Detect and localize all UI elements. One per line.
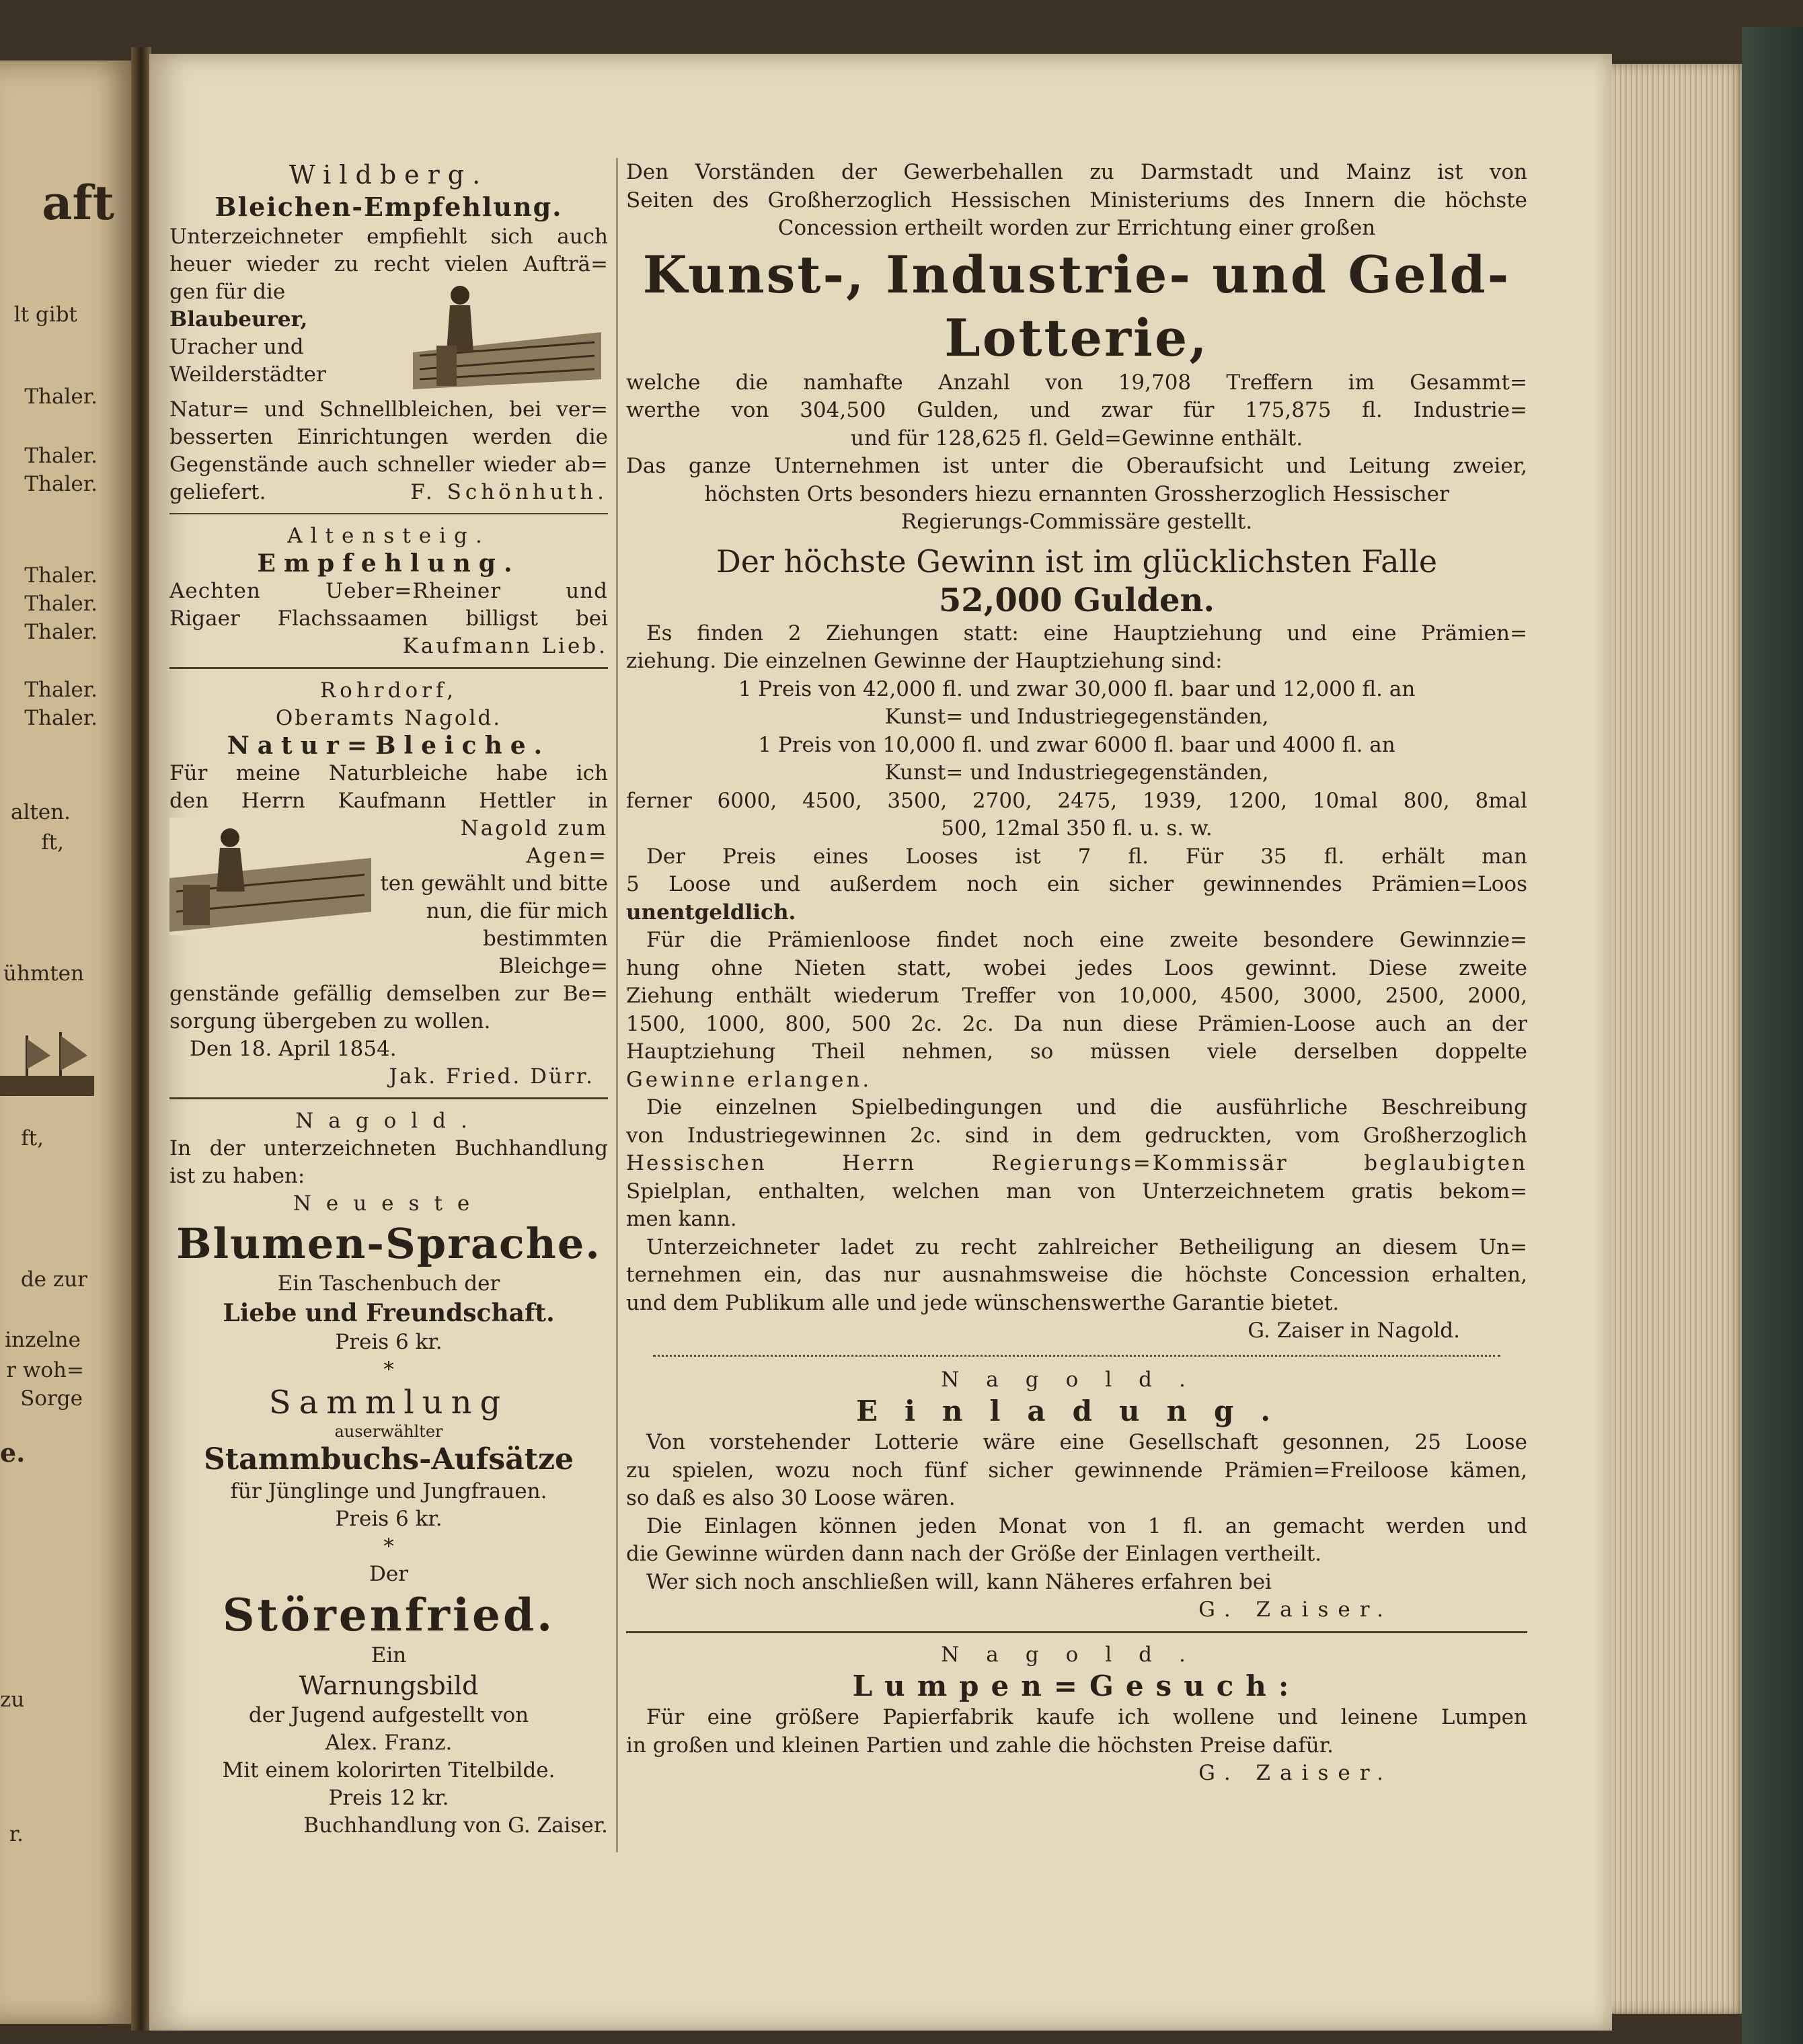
left-fragment: Thaler. (24, 706, 98, 730)
ad-nagold-books (169, 1107, 608, 1840)
text-line: von Industriegewinnen 2c. sind in dem gedruckten, vom Großherzoglich (626, 1123, 1527, 1148)
ad-einladung (626, 1366, 1527, 1624)
text-line: Spielplan, enthalten, welchen man von Unterzeichnetem gratis bekom= (626, 1179, 1527, 1204)
place-heading: Nagold. (295, 1109, 482, 1133)
lottery-title: Kunst-, Industrie- und Geld- (642, 244, 1511, 305)
signature: Jak. Fried. Dürr. (389, 1064, 594, 1089)
text-line: Hessischen Herrn Regierungs=Kommissär beglaubigten (626, 1151, 1527, 1175)
text-line: Der Preis eines Looses ist 7 fl. Für 35 fl. erhält man (646, 844, 1527, 869)
prize-amount: 52,000 Gulden. (938, 581, 1215, 619)
ad-heading: Bleichen-Empfehlung. (215, 192, 563, 222)
text-line: Blaubeurer, (169, 307, 308, 331)
text-line: Natur= und Schnellbleichen, bei ver= (169, 397, 608, 422)
left-fragment: de zur (20, 1267, 87, 1292)
text-line: Alex. Franz. (325, 1731, 453, 1755)
left-fragment: zu (0, 1688, 25, 1712)
text-line: Den Vorständen der Gewerbehallen zu Darmstadt und Mainz ist von (626, 160, 1527, 184)
text-line: nun, die für mich (426, 899, 608, 923)
text-line: Ein Taschenbuch der (277, 1271, 500, 1296)
separator (653, 1355, 1500, 1357)
text-line: Der (369, 1562, 409, 1586)
text-line: Aechten Ueber=Rheiner und (169, 579, 608, 603)
text-line: so daß es also 30 Loose wären. (626, 1486, 956, 1510)
text-line: werthe von 304,500 Gulden, und zwar für 175,875 fl. Industrie= (626, 398, 1527, 422)
column-divider (616, 158, 618, 1852)
text-line: Kunst= und Industriegegenständen, (884, 760, 1269, 785)
text-line: Gegenstände auch schneller wieder ab= (169, 453, 608, 477)
prize-line: Der höchste Gewinn ist im glücklichsten Falle (716, 543, 1438, 580)
text-line: Ein (371, 1643, 407, 1667)
left-fragment: aft (42, 175, 114, 231)
text-line: der Jugend aufgestellt von (248, 1703, 529, 1727)
left-fragment: Thaler. (24, 620, 98, 644)
ad-heading: Einladung. (855, 1394, 1298, 1427)
page-edges (1602, 64, 1747, 2014)
left-fragment: ft, (41, 830, 64, 855)
right-column (626, 159, 1527, 1853)
left-fragment: Thaler. (24, 592, 98, 616)
text-line: Rigaer Flachssaamen billigst bei (169, 606, 608, 631)
text-line: Hauptziehung Theil nehmen, so müssen viele derselben doppelte (626, 1039, 1527, 1064)
text-line: Neueste (293, 1191, 485, 1216)
text-line: In der unterzeichneten Buchhandlung (169, 1136, 608, 1161)
signature: G. Zaiser in Nagold. (1248, 1319, 1460, 1343)
left-fragment: lt gibt (13, 303, 77, 327)
ad-heading: Empfehlung. (257, 549, 521, 578)
place-heading: Nagold. (941, 1642, 1213, 1667)
ad-heading: Natur=Bleiche. (227, 732, 551, 760)
ad-lottery (626, 159, 1527, 1345)
text-line: 1 Preis von 10,000 fl. und zwar 6000 fl. baar und 4000 fl. an (758, 732, 1395, 757)
left-fragment: ühmten (3, 961, 84, 986)
text-line: sorgung übergeben zu wollen. (169, 1009, 491, 1033)
date: Den 18. April 1854. (190, 1037, 397, 1061)
text-line: Wer sich noch anschließen will, kann Näheres erfahren bei (646, 1569, 1272, 1594)
text-line: Für eine größere Papierfabrik kaufe ich wollene und leinene Lumpen (646, 1705, 1527, 1729)
left-fragment: Thaler. (24, 563, 98, 588)
text-line: genstände gefällig demselben zur Be= (169, 982, 608, 1006)
text-line: auserwählter (334, 1422, 443, 1441)
text-line: die Gewinne würden dann nach der Größe der Einlagen vertheilt. (626, 1542, 1322, 1566)
book-title: Stammbuchs-Aufsätze (204, 1442, 574, 1477)
text-line: Kunst= und Industriegegenständen, (884, 705, 1269, 729)
text-line: Die einzelnen Spielbedingungen und die ausführliche Beschreibung (646, 1095, 1527, 1119)
text-line: 1500, 1000, 800, 500 2c. 2c. Da nun diese Prämien-Loose auch an der (626, 1011, 1527, 1036)
left-fragment: Thaler. (24, 472, 98, 496)
text-line: Von vorstehender Lotterie wäre eine Gesellschaft gesonnen, 25 Loose (646, 1430, 1527, 1454)
bleaching-illustration (169, 818, 371, 935)
separator (169, 1097, 608, 1099)
separator (169, 667, 608, 669)
text-line: in großen und kleinen Partien und zahle die höchsten Preise dafür. (626, 1733, 1334, 1758)
book-gutter (131, 47, 151, 2031)
text-line: bestimmten Bleichge= (482, 927, 608, 978)
signature: Kaufmann Lieb. (402, 634, 608, 658)
price: Preis 6 kr. (335, 1330, 443, 1354)
text-line: ziehung. Die einzelnen Gewinne der Hauptziehung sind: (626, 649, 1223, 673)
text-line: und für 128,625 fl. Geld=Gewinne enthält. (850, 426, 1303, 450)
signature: Buchhandlung von G. Zaiser. (303, 1813, 608, 1838)
ad-heading: Lumpen=Gesuch: (852, 1669, 1301, 1702)
text-line: besserten Einrichtungen werden die (169, 425, 608, 449)
left-fragment: Thaler. (24, 678, 98, 702)
left-fragment: Thaler. (24, 444, 98, 468)
ad-altensteig (169, 522, 608, 660)
text-line: Die Einlagen können jeden Monat von 1 fl. an gemacht werden und (646, 1514, 1527, 1538)
text-line: den Herrn Kaufmann Hettler in (169, 789, 608, 813)
ad-wildberg (169, 159, 608, 506)
text-line: Weilderstädter (169, 362, 326, 387)
text-line: Concession ertheilt worden zur Errichtung einer großen (777, 216, 1376, 240)
place-heading: Altensteig. (287, 524, 490, 548)
text-line: Unterzeichneter ladet zu recht zahlreicher Betheiligung an diesem Un= (646, 1234, 1527, 1259)
left-page (0, 61, 138, 2024)
separator (626, 1631, 1527, 1633)
ship-illustration (0, 1029, 94, 1109)
text-line: Uracher und (169, 335, 304, 359)
text-line: ist zu haben: (169, 1164, 305, 1188)
text-line: hung ohne Nieten statt, wobei jedes Loos gewinnt. Diese zweite (626, 955, 1527, 980)
left-fragment: r woh= (6, 1358, 84, 1382)
text-line: Unterzeichneter empfiehlt sich auch (169, 225, 608, 249)
signature: G. Zaiser. (1198, 1761, 1393, 1785)
bleaching-illustration (406, 278, 608, 396)
text-line: 1 Preis von 42,000 fl. und zwar 30,000 fl. baar und 12,000 fl. an (738, 676, 1416, 701)
text-line: Ziehung enthält wiederum Treffer von 10,000, 4500, 3000, 2500, 2000, (626, 984, 1527, 1008)
separator-star: * (383, 1534, 394, 1559)
signature: G. Zaiser. (1198, 1598, 1393, 1622)
text-line: welche die namhafte Anzahl von 19,708 Treffern im Gesammt= (626, 370, 1527, 395)
separator (169, 513, 608, 514)
lottery-title: Lotterie, (944, 307, 1209, 368)
text-line: Warnungsbild (299, 1671, 479, 1700)
signature: F. Schönhuth. (410, 480, 608, 504)
text-line: höchsten Orts besonders hiezu ernannten Grossherzoglich Hessischer (704, 481, 1449, 506)
price: Preis 6 kr. (335, 1507, 443, 1531)
price: Preis 12 kr. (328, 1786, 449, 1810)
place-heading: Rohrdorf, (319, 678, 458, 703)
text-line: men kann. (626, 1207, 737, 1231)
text-line: 500, 12mal 350 fl. u. s. w. (941, 816, 1213, 840)
book-title: Blumen-Sprache. (176, 1219, 601, 1268)
separator-star: * (383, 1358, 394, 1382)
district: Oberamts Nagold. (275, 706, 502, 730)
left-fragment: alten. (10, 800, 71, 824)
text-line: unentgeldlich. (626, 900, 796, 925)
text-line: Regierungs-Commissäre gestellt. (900, 510, 1253, 534)
book-title: Störenfried. (222, 1589, 555, 1641)
book-cover (1742, 27, 1803, 2044)
left-fragment: Thaler. (24, 385, 98, 409)
text-line: ten gewählt und bitte (380, 871, 608, 896)
text-line: ferner 6000, 4500, 3500, 2700, 2475, 1939, 1200, 10mal 800, 8mal (626, 788, 1527, 813)
text-line: Mit einem kolorirten Titelbilde. (222, 1758, 555, 1782)
text-line: geliefert. (169, 480, 266, 504)
place-heading: Nagold. (941, 1367, 1213, 1392)
book-title: Sammlung (268, 1384, 509, 1421)
text-line: Gewinne erlangen. (626, 1067, 872, 1092)
text-line: Liebe und Freundschaft. (223, 1299, 555, 1327)
text-line: Für meine Naturbleiche habe ich (169, 761, 608, 785)
left-fragment: ft, (21, 1126, 44, 1150)
text-line: Das ganze Unternehmen ist unter die Oberaufsicht und Leitung zweier, (626, 454, 1527, 478)
text-line: ternehmen ein, das nur ausnahmsweise die höchste Concession erhalten, (626, 1263, 1527, 1287)
text-line: Es finden 2 Ziehungen statt: eine Hauptziehung und eine Prämien= (646, 621, 1527, 645)
text-line: Für die Prämienloose findet noch eine zweite besondere Gewinnzie= (646, 928, 1527, 952)
text-line: heuer wieder zu recht vielen Aufträ= (169, 252, 608, 276)
ad-rohrdorf (169, 677, 608, 1091)
left-fragment: e. (0, 1438, 26, 1468)
text-line: 5 Loose und außerdem noch ein sicher gewinnendes Prämien=Loos (626, 872, 1527, 896)
text-line: Seiten des Großherzoglich Hessischen Ministeriums des Innern die höchste (626, 188, 1527, 212)
ad-lumpen (626, 1641, 1527, 1788)
text-line: und dem Publikum alle und jede wünschenswerthe Garantie bietet. (626, 1290, 1340, 1315)
left-fragment: r. (9, 1822, 24, 1846)
text-line: für Jünglinge und Jungfrauen. (230, 1479, 547, 1503)
left-fragment: Sorge (20, 1386, 83, 1411)
text-line: Nagold zum Agen= (460, 816, 608, 868)
text-line: zu spielen, wozu noch fünf sicher gewinnende Prämien=Freiloose kämen, (626, 1458, 1527, 1483)
left-fragment: inzelne (5, 1328, 81, 1352)
place-heading: Wildberg. (289, 160, 489, 190)
left-column (169, 159, 608, 1853)
text-line: gen für die (169, 280, 286, 304)
